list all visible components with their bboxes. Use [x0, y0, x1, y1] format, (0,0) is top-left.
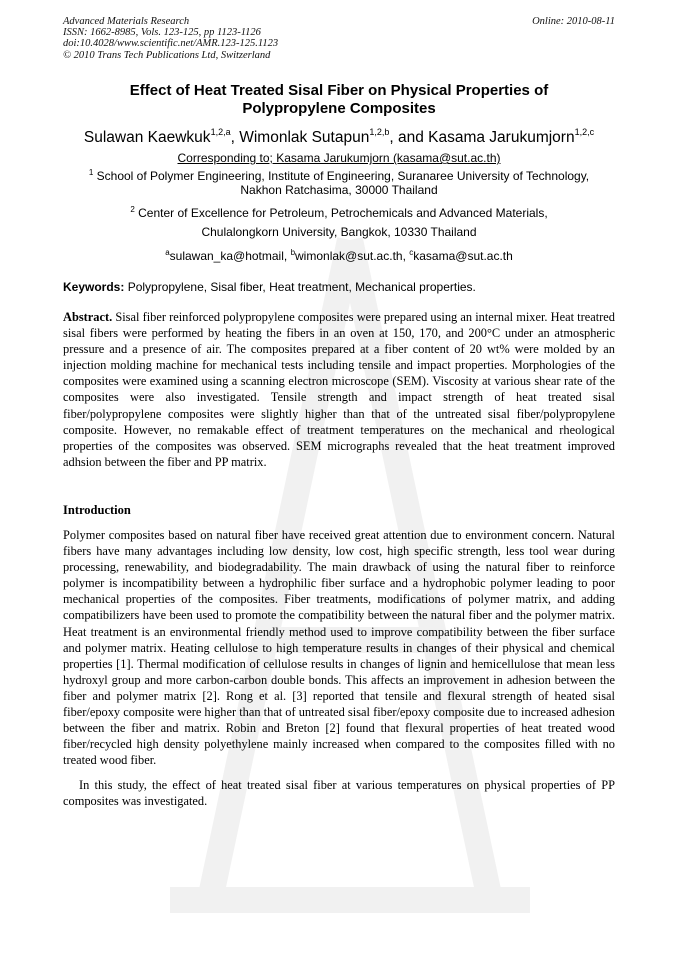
email-list: $^a$sulawan_ka@hotmail, $^b$wimonlak@sut.ac.th, $^c$kasama@sut.ac.th: [165, 248, 513, 263]
author-separator: ,: [230, 129, 240, 146]
email-superscript: a: [165, 248, 170, 257]
corresponding-author: Corresponding to; Kasama Jarukumjorn (kasama@sut.ac.th): [177, 151, 501, 165]
affiliation-text: Center of Excellence for Petroleum, Petrochemicals and Advanced Materials,: [138, 206, 548, 220]
title-line-1: Effect of Heat Treated Sisal Fiber on Physical Properties of: [129, 82, 549, 99]
abstract-label: Abstract.: [63, 310, 113, 324]
introduction-paragraph-2: In this study, the effect of heat treated sisal fiber at various temperatures on physical properties of PP composites was investigated.: [63, 778, 615, 809]
author-list: [0, 122, 678, 148]
author-name: Sulawan Kaewkuk: [83, 129, 211, 146]
abstract-text: Sisal fiber reinforced polypropylene composites were prepared using an internal mixer. Heat treatred sisal fibers were performed by heating the fibers in an oven at 150, 170, and 200°C under an atmospheric pressure and a presence of air. The composites prepared at a fiber content of 20 wt% were molded by an injection molding machine for mechanical tests including tensile and impact properties. Morphologies of the composites were examined using a scanning electron microscope (SEM). Viscosity at various shear rate of the composites were also investigated. Tensile strength and impact strength of heat treated sisal fiber/polypropylene composites were slightly higher than that of the untreated sisal fiber/polypropylene composite. However, no remakable effect of treatment temperatures on the mechanical and rheological properties of the composites was observed. SEM micrographs revealed that the heat treatment improved adhsion between the fiber and PP matrix.: [63, 310, 615, 469]
journal-doi: doi:10.4028/www.scientific.net/AMR.123-125.1123: [63, 38, 279, 50]
email-superscript: b: [290, 248, 296, 257]
keywords-text: Polypropylene, Sisal fiber, Heat treatment, Mechanical properties.: [124, 280, 476, 294]
keywords-label: Keywords:: [63, 280, 125, 294]
email-address: sulawan_ka@hotmail: [169, 249, 284, 263]
paper-title: [0, 82, 678, 118]
affiliation-superscript: 2: [130, 205, 135, 214]
journal-name: Advanced Materials Research: [63, 16, 190, 27]
title-line-2: Polypropylene Composites: [242, 100, 436, 117]
affiliation-2-line-2: Chulalongkorn University, Bangkok, 10330 Thailand: [201, 225, 477, 239]
journal-header: [63, 16, 615, 61]
journal-copyright: © 2010 Trans Tech Publications Ltd, Switzerland: [63, 49, 271, 61]
affiliation-superscript: 1: [88, 168, 94, 177]
author-superscript: 1,2,a: [210, 127, 231, 137]
affiliation-2-line-1: [0, 203, 678, 220]
author-separator: , and: [389, 129, 429, 146]
author-name: Kasama Jarukumjorn: [428, 129, 575, 146]
affiliation-text: School of Polymer Engineering, Institute of Engineering, Suranaree University of Technology,: [96, 169, 590, 183]
affiliation-1-line-2: Nakhon Ratchasima, 30000 Thailand: [240, 183, 438, 197]
affiliation-1-line-1: [0, 166, 678, 183]
section-heading-introduction: Introduction: [63, 503, 131, 517]
keywords: [63, 280, 615, 294]
journal-issn: ISSN: 1662-8985, Vols. 123-125, pp 1123-1126: [63, 27, 261, 39]
abstract: [63, 309, 615, 470]
author-name: Wimonlak Sutapun: [239, 129, 370, 146]
author-superscript: 1,2,b: [369, 127, 390, 137]
email-address: wimonlak@sut.ac.th: [295, 249, 403, 263]
author-superscript: 1,2,c: [574, 127, 595, 137]
email-address: kasama@sut.ac.th: [413, 249, 513, 263]
online-date: Online: 2010-08-11: [532, 16, 615, 27]
introduction-paragraph-1: Polymer composites based on natural fiber have received great attention due to environment concern. Natural fibers have many advantages including low density, low cost, high specific strength, less tool wear during processing, renewability, and biodegradability. The main drawback of using the natural fiber to reinforce polymer is incompatibility between a hydrophilic fiber surface and a hydrophobic polymer leading to poor mechanical properties of the composites. Fiber treatments, modifications of polymer matrix, and adding compatibilizers have been used to promote the compatibility between the natural fiber and the polymer matrix. Heat treatment is an environmental friendly method used to improve compatibility between the fiber surface and polymer matrix. Heating cellulose to high temperature results in changes of their physical and chemical properties [1]. Thermal modification of cellulose results in changes of lignin and hemicellulose that mean less hydroxyl group and more carbon-carbon double bonds. This affects an improvement in adhesion between the fiber and polymer matrix [2]. Rong et al. [3] reported that tensile and flexural strength of heated sisal fiber/epoxy composite were higher than that of untreated sisal fiber/epoxy composite due to increased adhesion between the fiber and matrix. Robin and Breton [2] found that flexural properties of heat treated wood fiber/recycled high density polyethylene mainly increased when compared to the composites filled with no treated wood fiber.: [63, 528, 615, 768]
email-superscript: c: [409, 248, 414, 257]
